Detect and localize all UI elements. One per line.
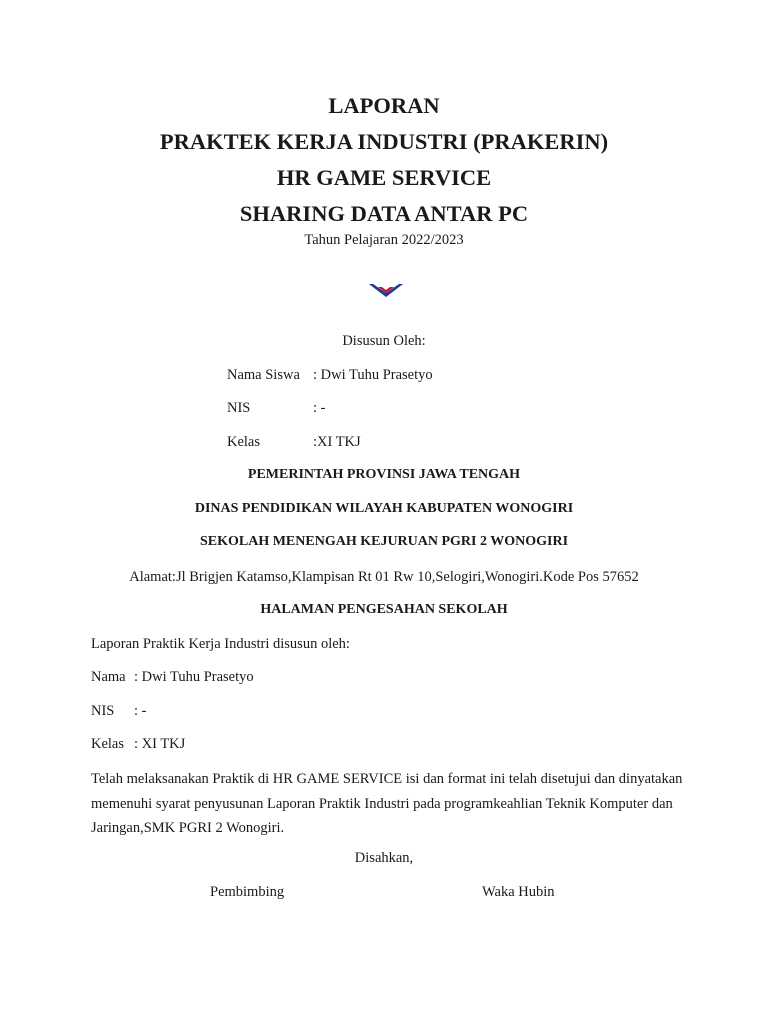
title-line-4: SHARING DATA ANTAR PC	[239, 201, 529, 226]
school-address: Alamat:Jl Brigjen Katamso,Klampisan Rt 01 Rw 10,Selogiri,Wonogiri.Kode Pos 57652	[129, 569, 639, 585]
title-line-3: HR GAME SERVICE	[276, 165, 492, 190]
student-class-row	[227, 434, 361, 451]
approval-class-row	[91, 736, 185, 753]
student-nis-value: : -	[313, 400, 326, 416]
school-heading: SEKOLAH MENENGAH KEJURUAN PGRI 2 WONOGIRI	[199, 534, 569, 549]
approval-intro: Laporan Praktik Kerja Industri disusun oleh:	[91, 636, 350, 652]
title-line-1: LAPORAN	[328, 93, 440, 118]
student-class-label: Kelas	[227, 434, 261, 450]
student-name-label: Nama Siswa	[227, 367, 300, 383]
student-name-value: : Dwi Tuhu Prasetyo	[313, 367, 433, 383]
student-class-value: :XI TKJ	[313, 434, 361, 450]
student-nis-label: NIS	[227, 400, 251, 416]
approval-nis-row	[91, 703, 146, 720]
ratified-label: Disahkan,	[354, 850, 414, 866]
approval-class-value: : XI TKJ	[134, 736, 186, 752]
waka-hubin-label: Waka Hubin	[482, 884, 555, 900]
academic-year: Tahun Pelajaran 2022/2023	[304, 232, 464, 248]
approval-heading: HALAMAN PENGESAHAN SEKOLAH	[260, 602, 508, 617]
approval-name-row	[91, 669, 254, 686]
student-name-row	[227, 367, 433, 384]
report-title	[0, 88, 768, 232]
approval-nis-label: NIS	[91, 703, 115, 719]
approval-statement: Telah melaksanakan Praktik di HR GAME SERVICE isi dan format ini telah disetujui dan dinyatakan memenuhi syarat penyusunan Laporan Praktik Industri pada programkeahlian Teknik Komputer dan Jaringan,SMK PGRI 2 Wonogiri.	[91, 771, 683, 836]
approval-nis-value: : -	[134, 703, 147, 719]
approval-name-value: : Dwi Tuhu Prasetyo	[134, 669, 254, 685]
agency-heading: DINAS PENDIDIKAN WILAYAH KABUPATEN WONOGIRI	[194, 501, 574, 516]
chevron-logo-icon	[368, 282, 404, 300]
province-heading: PEMERINTAH PROVINSI JAWA TENGAH	[247, 467, 521, 482]
approval-class-label: Kelas	[91, 736, 125, 752]
approval-name-label: Nama	[91, 669, 126, 685]
student-nis-row	[227, 400, 325, 417]
supervisor-label: Pembimbing	[210, 884, 285, 900]
compiled-by: Disusun Oleh:	[342, 333, 426, 349]
title-line-2: PRAKTEK KERJA INDUSTRI (PRAKERIN)	[159, 129, 609, 154]
